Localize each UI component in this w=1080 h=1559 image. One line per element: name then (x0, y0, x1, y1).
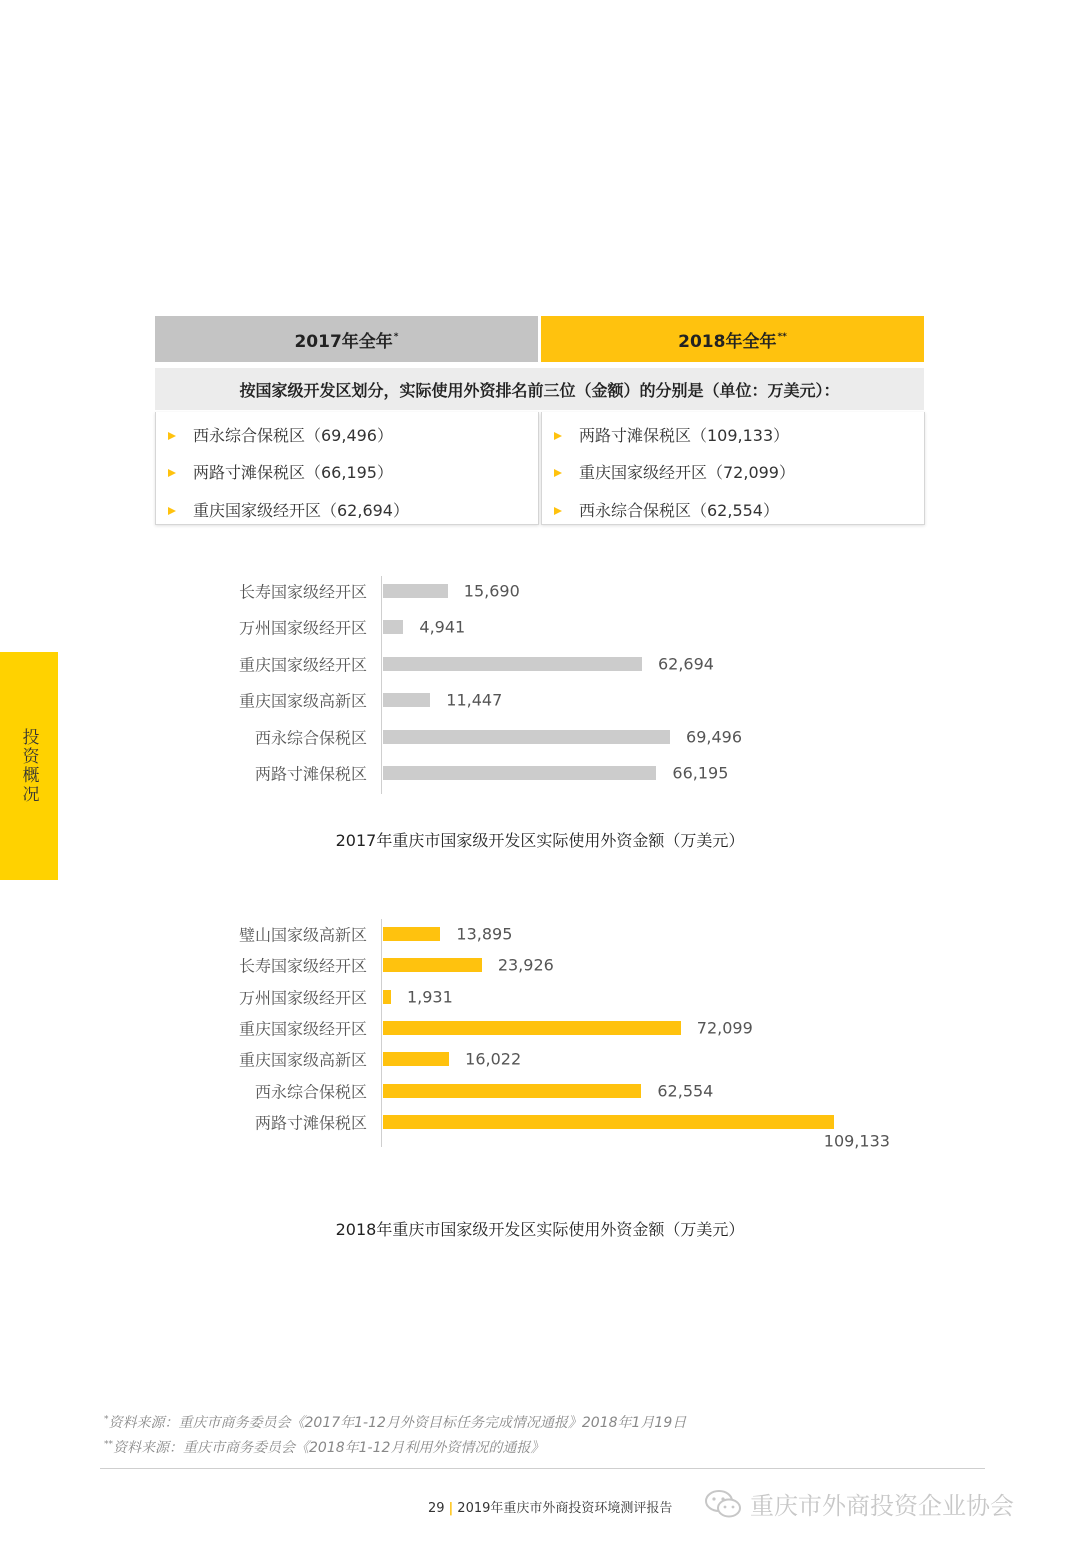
list-item: 西永综合保税区（62,554） (554, 498, 779, 521)
list-item: 重庆国家级经开区（72,099） (554, 460, 795, 483)
table-subtitle: 按国家级开发区划分，实际使用外资排名前三位（金额）的分别是（单位：万美元）： (155, 368, 924, 410)
list-item: 重庆国家级经开区（62,694） (168, 498, 409, 521)
data-label: 62,694 (657, 654, 714, 674)
chart-axis (381, 919, 382, 1147)
wechat-icon (704, 1488, 742, 1520)
bar (383, 657, 642, 671)
list-item: 两路寸滩保税区（66,195） (168, 460, 393, 483)
header-2017-label: 2017年全年 (294, 331, 393, 352)
category-label: 西永综合保税区 (254, 1082, 367, 1101)
list-item: 西永综合保税区（69,496） (168, 423, 393, 446)
category-label: 万州国家级经开区 (238, 618, 367, 638)
data-label: 62,554 (657, 1081, 714, 1100)
data-label: 72,099 (696, 1018, 753, 1038)
header-2018-footnote-mark: ** (777, 332, 787, 342)
source-note-2: **资料来源：重庆市商务委员会《2018年1-12月利用外资情况的通报》 (104, 1439, 545, 1456)
chart-axis (381, 576, 382, 794)
header-2018 (541, 316, 924, 362)
category-label: 璧山国家级高新区 (238, 925, 367, 945)
triangle-bullet-icon (554, 507, 562, 515)
bar (383, 1052, 449, 1066)
source-note-1: *资料来源：重庆市商务委员会《2017年1-12月外资目标任务完成情况通报》2018年1月19日 (104, 1414, 687, 1431)
triangle-bullet-icon (168, 432, 176, 440)
header-2017-footnote-mark: * (393, 332, 399, 342)
category-label: 长寿国家级经开区 (238, 582, 367, 602)
bar (383, 990, 391, 1004)
data-label: 15,690 (463, 581, 520, 601)
category-label: 两路寸滩保税区 (254, 764, 367, 784)
bar (383, 1115, 834, 1129)
list-2018 (541, 412, 925, 525)
page-footer: 29 | 2019年重庆市外商投资环境测评报告 (428, 1501, 673, 1516)
bar (383, 693, 430, 707)
category-label: 重庆国家级经开区 (238, 655, 367, 675)
bar (383, 927, 440, 941)
header-2017 (155, 316, 538, 362)
triangle-bullet-icon (554, 469, 562, 477)
bar (383, 766, 656, 780)
triangle-bullet-icon (168, 469, 176, 477)
chart-title: 2017年重庆市国家级开发区实际使用外资金额（万美元） (335, 831, 745, 850)
triangle-bullet-icon (554, 432, 562, 440)
wechat-watermark (704, 1486, 1014, 1521)
chart-title: 2018年重庆市国家级开发区实际使用外资金额（万美元） (335, 1220, 745, 1239)
footer-divider (100, 1468, 985, 1469)
category-label: 西永综合保税区 (254, 728, 367, 748)
side-tab-label: 投资概况 (18, 728, 39, 804)
bar (383, 958, 482, 972)
category-label: 两路寸滩保税区 (254, 1113, 367, 1133)
data-label: 109,133 (823, 1131, 890, 1151)
data-label: 13,895 (456, 924, 513, 944)
data-label: 16,022 (465, 1049, 522, 1069)
data-label: 69,496 (686, 727, 743, 747)
data-label: 1,931 (406, 987, 453, 1007)
category-label: 重庆国家级高新区 (238, 1050, 367, 1070)
bar (383, 584, 448, 598)
page-number: 29 (428, 1501, 445, 1516)
category-label: 重庆国家级经开区 (238, 1019, 367, 1039)
report-title: 2019年重庆市外商投资环境测评报告 (457, 1501, 673, 1516)
watermark-text: 重庆市外商投资企业协会 (750, 1492, 1014, 1520)
data-label: 11,447 (446, 690, 503, 710)
triangle-bullet-icon (168, 507, 176, 515)
bar (383, 1021, 681, 1035)
list-item: 两路寸滩保税区（109,133） (554, 423, 789, 446)
category-label: 重庆国家级高新区 (238, 691, 367, 711)
bar (383, 620, 403, 634)
data-label: 66,195 (672, 763, 729, 783)
header-2018-label: 2018年全年 (678, 331, 777, 352)
chart-2018 (0, 915, 1080, 1245)
bar (383, 1084, 641, 1098)
list-2017 (155, 412, 539, 525)
category-label: 长寿国家级经开区 (238, 956, 367, 976)
category-label: 万州国家级经开区 (238, 988, 367, 1008)
bar (383, 730, 670, 744)
chart-2017 (0, 570, 1080, 870)
data-label: 23,926 (497, 955, 554, 975)
data-label: 4,941 (419, 617, 466, 637)
